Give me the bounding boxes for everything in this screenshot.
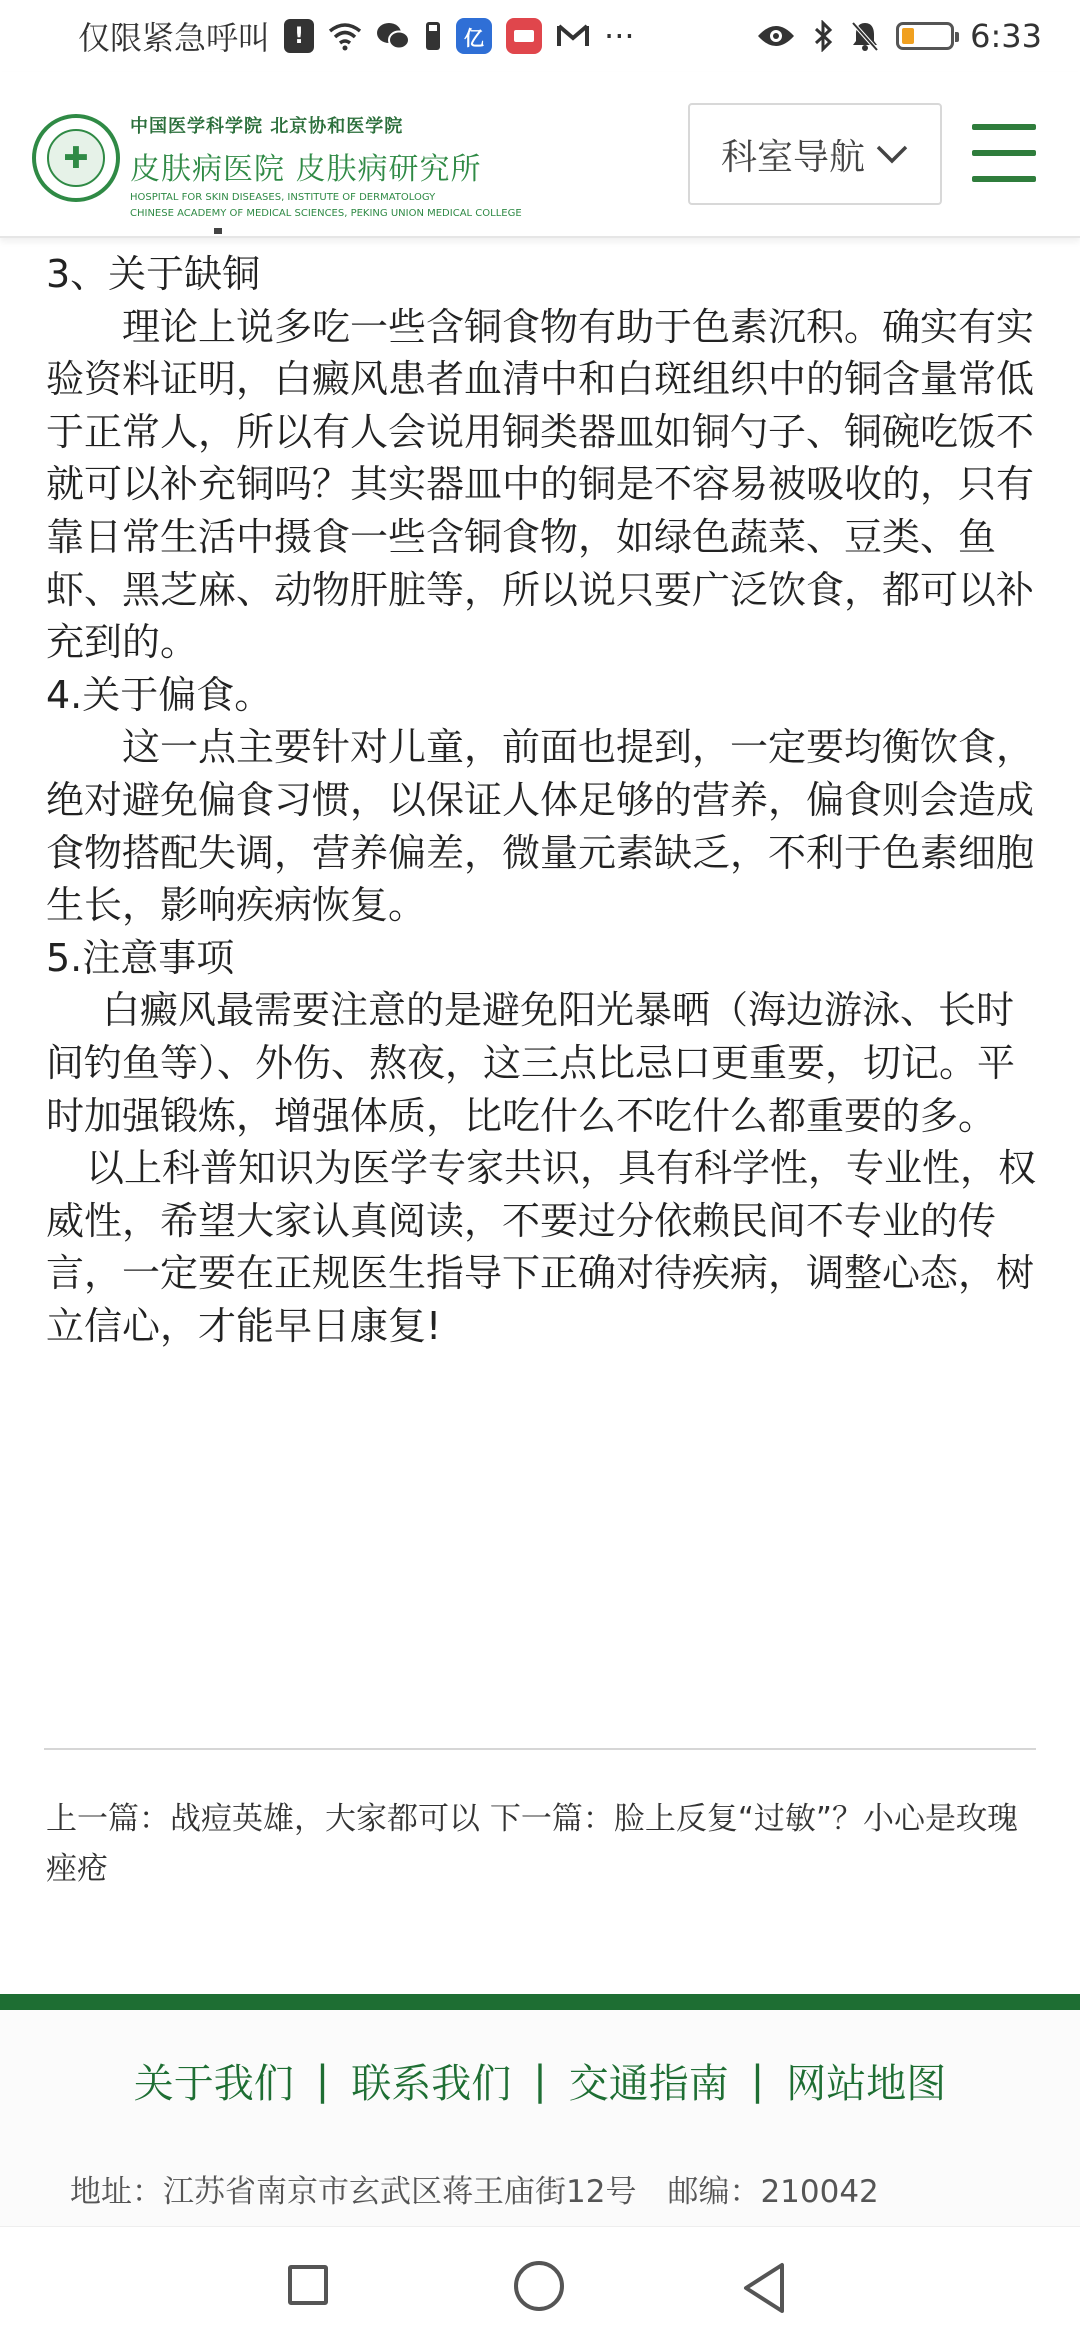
section-5-title: 5.注意事项 — [46, 935, 235, 980]
footer-links — [0, 2052, 1080, 2109]
footer-link-directions[interactable]: 交通指南 — [568, 2061, 729, 2107]
logo-main-line: 皮肤病医院 皮肤病研究所 — [130, 152, 482, 187]
logo-sub-line-1: HOSPITAL FOR SKIN DISEASES, INSTITUTE OF DERMATOLOGY — [130, 192, 436, 203]
clipped-text-fragment — [214, 228, 222, 234]
menu-bar-middle — [972, 150, 1036, 156]
wifi-icon — [328, 19, 362, 53]
section-5-body: 白癜风最需要注意的是避免阳光暴晒（海边游泳、长时间钓鱼等）、外伤、熬夜，这三点比忌口更重要，切记。平时加强锻炼，增强体质，比吃什么不吃什么都重要的多。 — [46, 988, 1016, 1138]
footer-address: 地址：江苏省南京市玄武区蒋王庙街12号 邮编：210042 — [70, 2174, 879, 2210]
hospital-logo-text[interactable] — [130, 112, 522, 220]
app-icon-red — [506, 18, 542, 54]
logo-top-line: 中国医学科学院 北京协和医学院 — [130, 116, 404, 137]
status-right — [756, 17, 1042, 55]
battery-level — [902, 28, 914, 44]
bluetooth-icon — [812, 19, 834, 53]
hamburger-menu-icon[interactable] — [972, 124, 1036, 182]
section-3-title: 3、关于缺铜 — [46, 252, 261, 296]
section-3-body: 理论上说多吃一些含铜食物有助于色素沉积。确实有实验资料证明，白癜风患者血清中和白斑组织中的铜含量常低于正常人，所以有人会说用铜类器皿如铜勺子、铜碗吃饭不就可以补充铜吗？其实器皿中的铜是不容易被吸收的，只有靠日常生活中摄食一些含铜食物，如绿色蔬菜、豆类、鱼虾、黑芝麻、动物肝脏等，所以说只要广泛饮食，都可以补充到的。 — [46, 304, 1035, 665]
closing-paragraph: 以上科普知识为医学专家共识，具有科学性，专业性，权威性，希望大家认真阅读，不要过分依赖民间不专业的传言，一定要在正规医生指导下正确对待疾病，调整心态，树立信心，才能早日康复! — [46, 1146, 1037, 1348]
eye-icon — [756, 19, 796, 53]
wechat-icon — [376, 19, 410, 53]
prev-label: 上一篇： — [46, 1801, 170, 1837]
chevron-down-icon — [875, 143, 909, 165]
next-label: 下一篇： — [489, 1801, 614, 1837]
app-icon-yi: 亿 — [456, 18, 492, 54]
home-icon[interactable] — [514, 2261, 564, 2311]
section-4-body: 这一点主要针对儿童，前面也提到，一定要均衡饮食，绝对避免偏食习惯，以保证人体足够的营养，偏食则会造成食物搭配失调，营养偏差，微量元素缺乏，不利于色素细胞生长，影响疾病恢复。 — [46, 725, 1035, 928]
menu-bar-top — [972, 124, 1036, 130]
footer-link-sitemap[interactable]: 网站地图 — [786, 2061, 947, 2107]
system-nav-bar — [0, 2226, 1080, 2340]
recent-apps-icon[interactable] — [288, 2265, 328, 2305]
caduceus-icon: ✚ — [47, 129, 105, 187]
footer-link-contact[interactable]: 联系我们 — [351, 2061, 512, 2107]
footer-separator: | — [533, 2057, 547, 2104]
article-body — [46, 248, 1046, 1352]
dept-nav-dropdown[interactable] — [688, 103, 942, 205]
footer-separator: | — [750, 2057, 765, 2104]
site-header — [0, 72, 1080, 238]
alert-icon: ! — [284, 19, 314, 53]
article-divider — [44, 1748, 1036, 1750]
sim-icon — [424, 19, 442, 53]
mute-icon — [850, 19, 880, 53]
more-icon: ··· — [604, 17, 635, 55]
back-icon[interactable] — [742, 2261, 788, 2315]
hospital-logo-emblem[interactable] — [32, 114, 120, 202]
prev-next-nav — [46, 1794, 1036, 1894]
carrier-text: 仅限紧急呼叫 — [78, 19, 271, 57]
next-article-link[interactable]: 脸上反复“过敏”？小心是玫瑰痤疮 — [46, 1801, 1018, 1887]
status-time: 6:33 — [970, 17, 1042, 55]
battery-icon — [896, 22, 954, 50]
status-bar — [0, 0, 1080, 72]
dept-nav-label: 科室导航 — [720, 136, 865, 178]
status-left — [78, 13, 756, 59]
section-4-title: 4.关于偏食。 — [46, 672, 273, 717]
menu-bar-bottom — [972, 176, 1036, 182]
logo-sub-line-2: CHINESE ACADEMY OF MEDICAL SCIENCES, PEKING UNION MEDICAL COLLEGE — [130, 208, 522, 219]
footer-link-about[interactable]: 关于我们 — [133, 2061, 294, 2107]
prev-article-link[interactable]: 战痘英雄，大家都可以 — [170, 1801, 480, 1837]
footer-separator: | — [315, 2057, 330, 2104]
gmail-icon — [556, 19, 590, 53]
